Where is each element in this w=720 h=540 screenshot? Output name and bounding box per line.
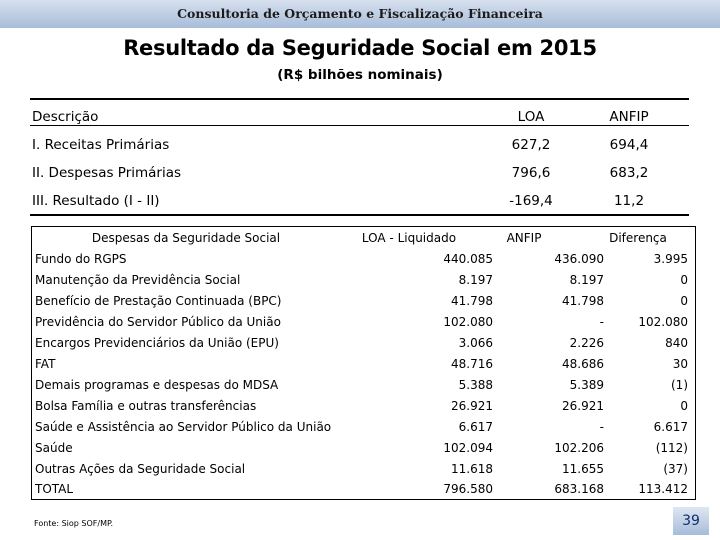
row-diferenca-value: 840 [665,336,688,350]
table-row [31,333,696,354]
row-label: Saúde [35,441,73,455]
row-diferenca-value: 113.412 [638,482,688,496]
row-loa-value: 440.085 [443,252,493,266]
row-loa-value: 796.580 [443,482,493,496]
summary-row-label: III. Resultado (I - II) [32,193,160,209]
detail-col-description: Despesas da Seguridade Social [91,231,281,245]
row-label: Manutenção da Previdência Social [35,273,241,287]
row-anfip-value: 102.206 [554,441,604,455]
organization-name: Consultoria de Orçamento e Fiscalização Financeira [177,6,543,21]
row-label: Saúde e Assistência ao Servidor Público da União [35,420,332,434]
summary-row-anfip: 683,2 [609,165,649,181]
row-label: Benefício de Prestação Continuada (BPC) [35,294,282,308]
row-label: Bolsa Família e outras transferências [35,399,257,413]
row-loa-value: 102.094 [443,441,493,455]
row-anfip-value: 26.921 [562,399,604,413]
summary-row-label: II. Despesas Primárias [32,165,182,181]
row-diferenca-value: (1) [671,378,688,392]
row-loa-value: 5.388 [458,378,493,392]
row-label: Demais programas e despesas do MDSA [35,378,279,392]
table-row-total [31,479,696,500]
page-number: 39 [682,513,700,529]
detail-col-diferenca: Diferença [609,231,667,245]
row-diferenca-value: 0 [680,399,688,413]
row-diferenca-value: 0 [680,294,688,308]
row-anfip-value: 2.226 [569,336,604,350]
row-anfip-value: 8.197 [569,273,604,287]
table-row [31,438,696,459]
row-loa-value: 6.617 [458,420,493,434]
row-label: Encargos Previdenciários da União (EPU) [35,336,279,350]
source-note: Fonte: Siop SOF/MP. [34,519,114,528]
table-row [31,375,696,396]
table-row [31,459,696,480]
detail-col-anfip: ANFIP [506,231,542,245]
row-label: Previdência do Servidor Público da União [35,315,281,329]
row-anfip-value: - [599,420,604,434]
table-row [31,270,696,291]
table-row [31,417,696,438]
row-loa-value: 8.197 [458,273,493,287]
row-label: Fundo do RGPS [35,252,127,266]
row-diferenca-value: 3.995 [653,252,688,266]
summary-row-anfip: 11,2 [613,193,645,209]
summary-row-anfip: 694,4 [609,137,649,153]
detail-col-loa: LOA - Liquidado [361,231,457,245]
row-label: FAT [35,357,56,371]
slide-subtitle: (R$ bilhões nominais) [277,67,443,83]
summary-header-row [30,98,689,126]
row-diferenca-value: 6.617 [653,420,688,434]
table-row [31,396,696,417]
header-bar [0,0,720,28]
row-loa-value: 41.798 [451,294,493,308]
row-anfip-value: 683.168 [554,482,604,496]
table-row [31,291,696,312]
row-label: TOTAL [35,482,74,496]
summary-col-loa: LOA [517,109,545,125]
row-loa-value: 3.066 [458,336,493,350]
row-diferenca-value: 102.080 [638,315,688,329]
summary-bottom-rule [30,214,689,216]
row-loa-value: 26.921 [451,399,493,413]
row-anfip-value: 48.686 [562,357,604,371]
row-anfip-value: - [599,315,604,329]
table-border-top [31,226,696,227]
row-anfip-value: 5.389 [569,378,604,392]
summary-row-label: I. Receitas Primárias [32,137,170,153]
summary-col-anfip: ANFIP [609,109,649,125]
table-row [31,312,696,333]
row-loa-value: 48.716 [451,357,493,371]
detail-header-row [31,228,696,249]
table-row [31,249,696,270]
summary-col-descricao: Descrição [32,109,99,125]
summary-row-loa: 796,6 [511,165,551,181]
summary-row-loa: 627,2 [511,137,551,153]
row-diferenca-value: (37) [663,462,688,476]
page-number-badge [673,507,709,535]
row-diferenca-value: (112) [655,441,688,455]
detail-table [31,226,696,500]
row-anfip-value: 11.655 [562,462,604,476]
row-anfip-value: 41.798 [562,294,604,308]
summary-row-loa: -169,4 [509,193,553,209]
row-diferenca-value: 0 [680,273,688,287]
table-row [31,354,696,375]
row-anfip-value: 436.090 [554,252,604,266]
summary-table [30,98,689,217]
row-loa-value: 102.080 [443,315,493,329]
row-diferenca-value: 30 [672,357,688,371]
slide-title: Resultado da Seguridade Social em 2015 [123,36,597,60]
row-label: Outras Ações da Seguridade Social [35,462,246,476]
row-loa-value: 11.618 [451,462,493,476]
